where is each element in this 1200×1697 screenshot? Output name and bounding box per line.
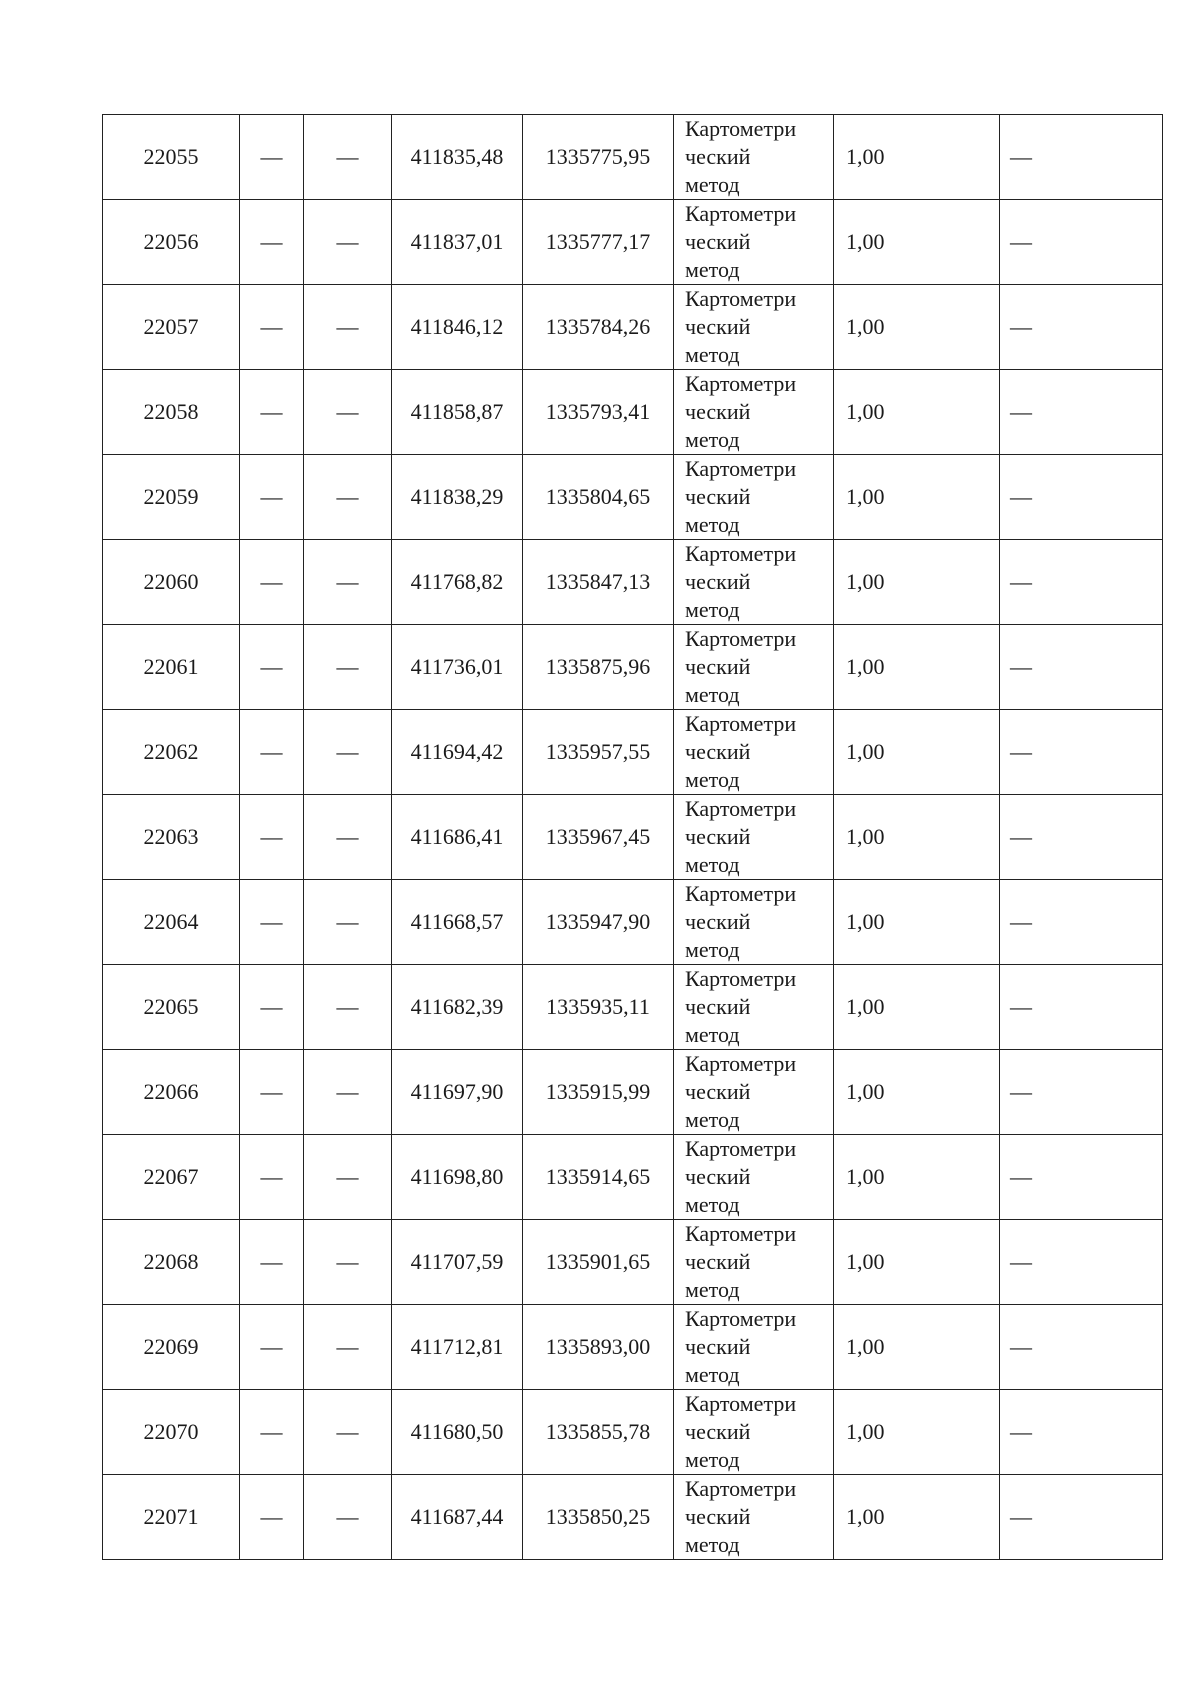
- description-cell: —: [1000, 1305, 1163, 1390]
- method-text-line: ческий: [685, 399, 751, 424]
- empty-y-cell: —: [304, 1135, 392, 1220]
- y-coordinate-cell: 1335777,17: [523, 200, 674, 285]
- method-text-line: ческий: [685, 314, 751, 339]
- empty-x-cell: —: [240, 710, 304, 795]
- table-row: [103, 1475, 1163, 1560]
- accuracy-cell: 1,00: [834, 1475, 1000, 1560]
- x-coordinate-cell: 411697,90: [392, 1050, 523, 1135]
- description-cell: —: [1000, 625, 1163, 710]
- point-number-cell: 22069: [103, 1305, 240, 1390]
- method-cell: [674, 965, 834, 1050]
- method-text-line: Картометри: [685, 201, 797, 226]
- y-coordinate-cell: 1335784,26: [523, 285, 674, 370]
- method-cell: [674, 1390, 834, 1475]
- description-cell: —: [1000, 200, 1163, 285]
- method-text-line: метод: [685, 682, 740, 707]
- empty-x-cell: —: [240, 200, 304, 285]
- method-text-line: Картометри: [685, 626, 797, 651]
- method-cell: [674, 1220, 834, 1305]
- x-coordinate-cell: 411712,81: [392, 1305, 523, 1390]
- description-cell: —: [1000, 880, 1163, 965]
- method-cell: [674, 1135, 834, 1220]
- empty-y-cell: —: [304, 880, 392, 965]
- table-row: [103, 540, 1163, 625]
- method-text-line: ческий: [685, 654, 751, 679]
- empty-x-cell: —: [240, 1050, 304, 1135]
- accuracy-cell: 1,00: [834, 200, 1000, 285]
- method-cell: [674, 540, 834, 625]
- accuracy-cell: 1,00: [834, 370, 1000, 455]
- x-coordinate-cell: 411846,12: [392, 285, 523, 370]
- table-row: [103, 795, 1163, 880]
- table-row: [103, 115, 1163, 200]
- y-coordinate-cell: 1335875,96: [523, 625, 674, 710]
- x-coordinate-cell: 411838,29: [392, 455, 523, 540]
- method-cell: [674, 710, 834, 795]
- table-row: [103, 1050, 1163, 1135]
- method-text-line: метод: [685, 427, 740, 452]
- x-coordinate-cell: 411686,41: [392, 795, 523, 880]
- accuracy-cell: 1,00: [834, 625, 1000, 710]
- empty-x-cell: —: [240, 1305, 304, 1390]
- point-number-cell: 22056: [103, 200, 240, 285]
- x-coordinate-cell: 411668,57: [392, 880, 523, 965]
- table-row: [103, 285, 1163, 370]
- table-row: [103, 455, 1163, 540]
- method-text-line: ческий: [685, 1079, 751, 1104]
- description-cell: —: [1000, 285, 1163, 370]
- method-text-line: ческий: [685, 1504, 751, 1529]
- x-coordinate-cell: 411835,48: [392, 115, 523, 200]
- point-number-cell: 22057: [103, 285, 240, 370]
- method-cell: [674, 200, 834, 285]
- x-coordinate-cell: 411858,87: [392, 370, 523, 455]
- x-coordinate-cell: 411768,82: [392, 540, 523, 625]
- accuracy-cell: 1,00: [834, 455, 1000, 540]
- table-row: [103, 1305, 1163, 1390]
- method-text-line: метод: [685, 937, 740, 962]
- y-coordinate-cell: 1335901,65: [523, 1220, 674, 1305]
- point-number-cell: 22058: [103, 370, 240, 455]
- description-cell: —: [1000, 1135, 1163, 1220]
- point-number-cell: 22064: [103, 880, 240, 965]
- method-text-line: метод: [685, 1107, 740, 1132]
- method-text-line: ческий: [685, 484, 751, 509]
- empty-y-cell: —: [304, 1475, 392, 1560]
- method-text-line: Картометри: [685, 286, 797, 311]
- empty-x-cell: —: [240, 965, 304, 1050]
- table-body: [103, 115, 1163, 1560]
- table-row: [103, 1390, 1163, 1475]
- y-coordinate-cell: 1335847,13: [523, 540, 674, 625]
- method-text-line: ческий: [685, 1419, 751, 1444]
- method-text-line: метод: [685, 342, 740, 367]
- method-text-line: ческий: [685, 1334, 751, 1359]
- method-cell: [674, 625, 834, 710]
- empty-x-cell: —: [240, 1390, 304, 1475]
- table-row: [103, 1220, 1163, 1305]
- method-text-line: Картометри: [685, 966, 797, 991]
- empty-x-cell: —: [240, 625, 304, 710]
- accuracy-cell: 1,00: [834, 115, 1000, 200]
- y-coordinate-cell: 1335947,90: [523, 880, 674, 965]
- empty-y-cell: —: [304, 965, 392, 1050]
- y-coordinate-cell: 1335775,95: [523, 115, 674, 200]
- y-coordinate-cell: 1335855,78: [523, 1390, 674, 1475]
- table-row: [103, 625, 1163, 710]
- x-coordinate-cell: 411687,44: [392, 1475, 523, 1560]
- description-cell: —: [1000, 540, 1163, 625]
- coordinates-table: [102, 114, 1163, 1560]
- empty-y-cell: —: [304, 455, 392, 540]
- empty-y-cell: —: [304, 200, 392, 285]
- empty-y-cell: —: [304, 1050, 392, 1135]
- method-cell: [674, 115, 834, 200]
- description-cell: —: [1000, 965, 1163, 1050]
- method-cell: [674, 1050, 834, 1135]
- empty-y-cell: —: [304, 625, 392, 710]
- method-text-line: Картометри: [685, 456, 797, 481]
- description-cell: —: [1000, 795, 1163, 880]
- description-cell: —: [1000, 710, 1163, 795]
- method-text-line: ческий: [685, 1249, 751, 1274]
- method-text-line: метод: [685, 1022, 740, 1047]
- empty-y-cell: —: [304, 1390, 392, 1475]
- x-coordinate-cell: 411680,50: [392, 1390, 523, 1475]
- empty-x-cell: —: [240, 370, 304, 455]
- x-coordinate-cell: 411682,39: [392, 965, 523, 1050]
- point-number-cell: 22063: [103, 795, 240, 880]
- empty-y-cell: —: [304, 795, 392, 880]
- x-coordinate-cell: 411698,80: [392, 1135, 523, 1220]
- point-number-cell: 22067: [103, 1135, 240, 1220]
- method-text-line: Картометри: [685, 711, 797, 736]
- y-coordinate-cell: 1335915,99: [523, 1050, 674, 1135]
- description-cell: —: [1000, 455, 1163, 540]
- accuracy-cell: 1,00: [834, 965, 1000, 1050]
- point-number-cell: 22059: [103, 455, 240, 540]
- empty-y-cell: —: [304, 370, 392, 455]
- y-coordinate-cell: 1335804,65: [523, 455, 674, 540]
- y-coordinate-cell: 1335967,45: [523, 795, 674, 880]
- empty-x-cell: —: [240, 1135, 304, 1220]
- method-text-line: Картометри: [685, 1476, 797, 1501]
- empty-y-cell: —: [304, 115, 392, 200]
- empty-x-cell: —: [240, 115, 304, 200]
- x-coordinate-cell: 411707,59: [392, 1220, 523, 1305]
- method-text-line: Картометри: [685, 1221, 797, 1246]
- method-text-line: метод: [685, 1277, 740, 1302]
- accuracy-cell: 1,00: [834, 1220, 1000, 1305]
- table-row: [103, 965, 1163, 1050]
- point-number-cell: 22065: [103, 965, 240, 1050]
- empty-y-cell: —: [304, 540, 392, 625]
- method-cell: [674, 795, 834, 880]
- method-text-line: ческий: [685, 1164, 751, 1189]
- method-text-line: метод: [685, 257, 740, 282]
- accuracy-cell: 1,00: [834, 1390, 1000, 1475]
- method-cell: [674, 1305, 834, 1390]
- empty-x-cell: —: [240, 1220, 304, 1305]
- table-row: [103, 370, 1163, 455]
- description-cell: —: [1000, 1050, 1163, 1135]
- y-coordinate-cell: 1335893,00: [523, 1305, 674, 1390]
- point-number-cell: 22055: [103, 115, 240, 200]
- method-text-line: Картометри: [685, 1306, 797, 1331]
- y-coordinate-cell: 1335850,25: [523, 1475, 674, 1560]
- accuracy-cell: 1,00: [834, 1135, 1000, 1220]
- description-cell: —: [1000, 1220, 1163, 1305]
- method-text-line: ческий: [685, 739, 751, 764]
- method-text-line: метод: [685, 1532, 740, 1557]
- method-cell: [674, 1475, 834, 1560]
- table-row: [103, 200, 1163, 285]
- accuracy-cell: 1,00: [834, 880, 1000, 965]
- method-text-line: Картометри: [685, 1391, 797, 1416]
- method-text-line: метод: [685, 172, 740, 197]
- description-cell: —: [1000, 115, 1163, 200]
- empty-x-cell: —: [240, 540, 304, 625]
- table-row: [103, 1135, 1163, 1220]
- method-text-line: метод: [685, 1447, 740, 1472]
- empty-y-cell: —: [304, 285, 392, 370]
- table-row: [103, 710, 1163, 795]
- method-text-line: ческий: [685, 229, 751, 254]
- accuracy-cell: 1,00: [834, 1050, 1000, 1135]
- method-text-line: метод: [685, 1192, 740, 1217]
- y-coordinate-cell: 1335957,55: [523, 710, 674, 795]
- method-cell: [674, 370, 834, 455]
- method-text-line: метод: [685, 1362, 740, 1387]
- point-number-cell: 22061: [103, 625, 240, 710]
- table-row: [103, 880, 1163, 965]
- accuracy-cell: 1,00: [834, 710, 1000, 795]
- description-cell: —: [1000, 370, 1163, 455]
- method-cell: [674, 455, 834, 540]
- method-text-line: ческий: [685, 569, 751, 594]
- empty-y-cell: —: [304, 1305, 392, 1390]
- x-coordinate-cell: 411736,01: [392, 625, 523, 710]
- point-number-cell: 22070: [103, 1390, 240, 1475]
- method-text-line: ческий: [685, 994, 751, 1019]
- description-cell: —: [1000, 1475, 1163, 1560]
- method-cell: [674, 285, 834, 370]
- method-text-line: метод: [685, 852, 740, 877]
- method-text-line: метод: [685, 597, 740, 622]
- accuracy-cell: 1,00: [834, 1305, 1000, 1390]
- y-coordinate-cell: 1335914,65: [523, 1135, 674, 1220]
- x-coordinate-cell: 411694,42: [392, 710, 523, 795]
- method-text-line: Картометри: [685, 116, 797, 141]
- empty-x-cell: —: [240, 455, 304, 540]
- method-text-line: Картометри: [685, 796, 797, 821]
- empty-x-cell: —: [240, 880, 304, 965]
- accuracy-cell: 1,00: [834, 540, 1000, 625]
- method-text-line: ческий: [685, 824, 751, 849]
- point-number-cell: 22071: [103, 1475, 240, 1560]
- method-text-line: Картометри: [685, 371, 797, 396]
- empty-x-cell: —: [240, 1475, 304, 1560]
- y-coordinate-cell: 1335793,41: [523, 370, 674, 455]
- method-cell: [674, 880, 834, 965]
- point-number-cell: 22068: [103, 1220, 240, 1305]
- empty-y-cell: —: [304, 710, 392, 795]
- accuracy-cell: 1,00: [834, 285, 1000, 370]
- empty-x-cell: —: [240, 795, 304, 880]
- x-coordinate-cell: 411837,01: [392, 200, 523, 285]
- method-text-line: Картометри: [685, 541, 797, 566]
- method-text-line: Картометри: [685, 881, 797, 906]
- empty-x-cell: —: [240, 285, 304, 370]
- description-cell: —: [1000, 1390, 1163, 1475]
- method-text-line: метод: [685, 512, 740, 537]
- point-number-cell: 22066: [103, 1050, 240, 1135]
- point-number-cell: 22062: [103, 710, 240, 795]
- method-text-line: Картометри: [685, 1051, 797, 1076]
- method-text-line: Картометри: [685, 1136, 797, 1161]
- method-text-line: метод: [685, 767, 740, 792]
- method-text-line: ческий: [685, 909, 751, 934]
- method-text-line: ческий: [685, 144, 751, 169]
- empty-y-cell: —: [304, 1220, 392, 1305]
- y-coordinate-cell: 1335935,11: [523, 965, 674, 1050]
- point-number-cell: 22060: [103, 540, 240, 625]
- accuracy-cell: 1,00: [834, 795, 1000, 880]
